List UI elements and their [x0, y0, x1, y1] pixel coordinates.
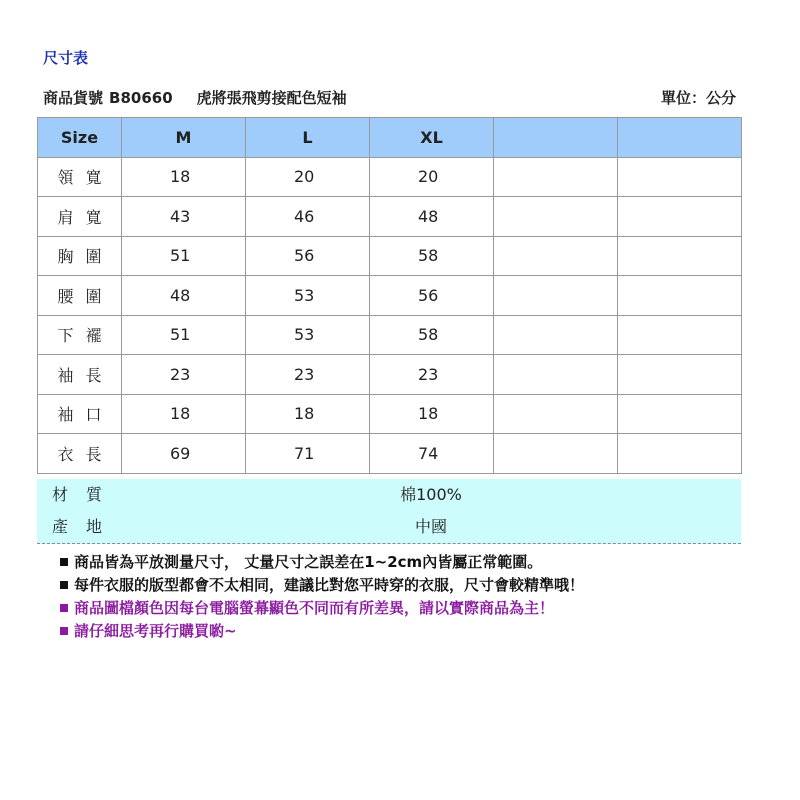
square-bullet-icon	[60, 558, 68, 566]
table-cell: 48	[370, 197, 494, 237]
header-cell-size: Size	[38, 118, 122, 158]
origin-value: 中國	[414, 517, 447, 536]
table-cell: 74	[370, 434, 494, 474]
table-cell: 58	[370, 236, 494, 276]
table-cell	[618, 434, 742, 474]
table-cell: 23	[246, 355, 370, 395]
table-cell: 53	[246, 276, 370, 316]
row-label: 袖長	[38, 355, 122, 395]
row-label: 袖口	[38, 394, 122, 434]
table-cell: 20	[246, 157, 370, 197]
row-label: 胸圍	[38, 236, 122, 276]
table-cell: 69	[122, 434, 246, 474]
table-cell	[618, 315, 742, 355]
notes-list	[60, 551, 584, 643]
header-cell-empty	[494, 118, 618, 158]
table-cell: 46	[246, 197, 370, 237]
table-cell	[494, 236, 618, 276]
table-cell	[618, 157, 742, 197]
table-cell: 18	[370, 394, 494, 434]
table-row	[38, 315, 742, 355]
product-name: 虎將張飛剪接配色短袖	[196, 89, 347, 107]
material-label: 材質	[52, 485, 121, 504]
table-cell	[494, 276, 618, 316]
row-label: 下襬	[38, 315, 122, 355]
table-cell: 56	[370, 276, 494, 316]
table-cell: 23	[122, 355, 246, 395]
origin-row	[37, 511, 741, 543]
table-cell: 56	[246, 236, 370, 276]
table-cell	[618, 394, 742, 434]
table-header-row	[38, 118, 742, 158]
table-cell	[618, 276, 742, 316]
table-cell: 51	[122, 236, 246, 276]
note-text: 請仔細思考再行購買喲~	[74, 622, 237, 640]
row-label: 衣長	[38, 434, 122, 474]
material-value: 棉100%	[400, 485, 462, 504]
square-bullet-icon	[60, 604, 68, 612]
product-code: B80660	[109, 89, 173, 107]
note-text: 商品圖檔顏色因每台電腦螢幕顯色不同而有所差異，請以實際商品為主！	[74, 599, 555, 617]
row-label: 領寬	[38, 157, 122, 197]
note-item	[60, 551, 584, 574]
note-item	[60, 597, 584, 620]
table-cell	[494, 394, 618, 434]
table-cell: 51	[122, 315, 246, 355]
material-origin-box	[37, 479, 741, 544]
header-cell-empty	[618, 118, 742, 158]
table-cell	[618, 197, 742, 237]
table-cell: 18	[122, 394, 246, 434]
table-cell: 58	[370, 315, 494, 355]
note-text: 每件衣服的版型都會不太相同，建議比對您平時穿的衣服，尺寸會較精準哦！	[74, 576, 585, 594]
header-cell-l: L	[246, 118, 370, 158]
table-cell	[494, 197, 618, 237]
origin-label: 產地	[52, 517, 121, 536]
table-row	[38, 276, 742, 316]
table-cell: 48	[122, 276, 246, 316]
size-table	[37, 117, 742, 474]
row-label: 肩寬	[38, 197, 122, 237]
page-title: 尺寸表	[43, 49, 89, 67]
table-cell: 23	[370, 355, 494, 395]
table-row	[38, 236, 742, 276]
table-cell	[494, 355, 618, 395]
note-text: 商品皆為平放測量尺寸， 丈量尺寸之誤差在1~2cm內皆屬正常範圍。	[74, 553, 543, 571]
square-bullet-icon	[60, 581, 68, 589]
square-bullet-icon	[60, 627, 68, 635]
product-code-label: 商品貨號	[43, 89, 104, 107]
table-row	[38, 197, 742, 237]
table-row	[38, 394, 742, 434]
material-row	[37, 479, 741, 511]
table-row	[38, 157, 742, 197]
table-cell: 18	[246, 394, 370, 434]
table-cell	[494, 434, 618, 474]
table-cell: 43	[122, 197, 246, 237]
header-cell-xl: XL	[370, 118, 494, 158]
table-cell	[618, 355, 742, 395]
product-info	[43, 87, 736, 108]
table-cell: 71	[246, 434, 370, 474]
unit-label: 單位：公分	[660, 89, 736, 107]
table-cell	[494, 157, 618, 197]
table-row	[38, 355, 742, 395]
table-cell	[494, 315, 618, 355]
table-cell: 18	[122, 157, 246, 197]
table-row	[38, 434, 742, 474]
row-label: 腰圍	[38, 276, 122, 316]
table-cell: 53	[246, 315, 370, 355]
table-cell	[618, 236, 742, 276]
table-cell: 20	[370, 157, 494, 197]
note-item	[60, 620, 584, 643]
note-item	[60, 574, 584, 597]
header-cell-m: M	[122, 118, 246, 158]
